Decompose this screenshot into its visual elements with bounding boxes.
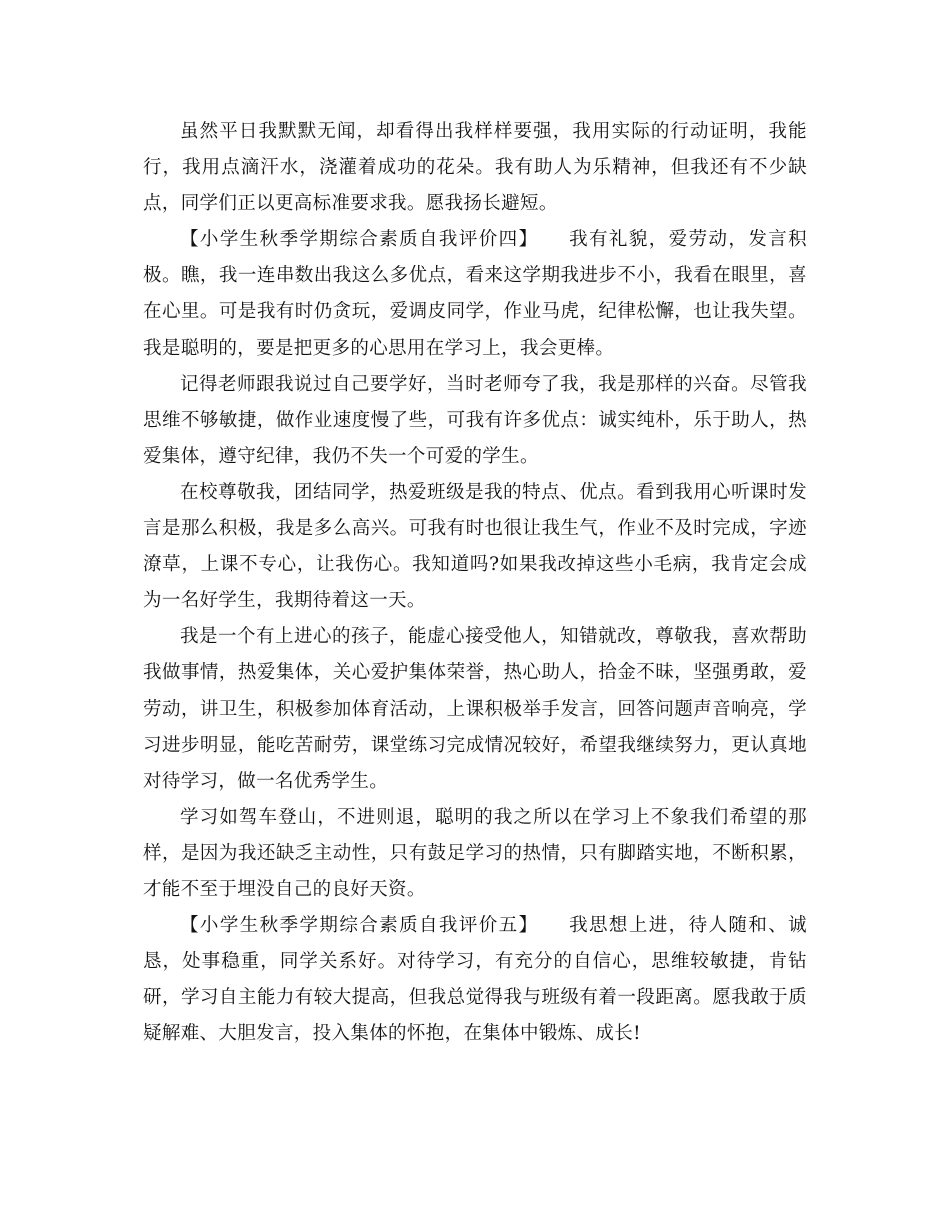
paragraph-7-evaluation-five: 【小学生秋季学期综合素质自我评价五】 我思想上进，待人随和、诚恳，处事稳重，同学关系好。对待学习，有充分的自信心，思维较敏捷，肯钻研，学习自主能力有较大提高，但我总觉得我与班级有着一段距离。愿我敢于质疑解难、大胆发言，投入集体的怀抱，在集体中锻炼、成长! [143, 915, 807, 1045]
document-body [143, 114, 807, 1052]
paragraph-5: 我是一个有上进心的孩子，能虚心接受他人，知错就改，尊敬我，喜欢帮助我做事情，热爱集体，关心爱护集体荣誉，热心助人，拾金不昧，坚强勇敢，爱劳动，讲卫生，积极参加体育活动，上课积极举手发言，回答问题声音响亮，学习进步明显，能吃苦耐劳，课堂练习完成情况较好，希望我继续努力，更认真地对待学习，做一名优秀学生。 [143, 626, 807, 792]
paragraph-3: 记得老师跟我说过自己要学好，当时老师夸了我，我是那样的兴奋。尽管我思维不够敏捷，做作业速度慢了些，可我有许多优点：诚实纯朴，乐于助人，热爱集体，遵守纪律，我仍不失一个可爱的学生。 [143, 373, 807, 467]
paragraph-6: 学习如驾车登山，不进则退，聪明的我之所以在学习上不象我们希望的那样，是因为我还缺乏主动性，只有鼓足学习的热情，只有脚踏实地，不断积累，才能不至于埋没自己的良好天资。 [143, 806, 807, 900]
paragraph-1: 虽然平日我默默无闻，却看得出我样样要强，我用实际的行动证明，我能行，我用点滴汗水，浇灌着成功的花朵。我有助人为乐精神，但我还有不少缺点，同学们正以更高标准要求我。愿我扬长避短。 [143, 121, 807, 215]
paragraph-2-evaluation-four: 【小学生秋季学期综合素质自我评价四】 我有礼貌，爱劳动，发言积极。瞧，我一连串数出我这么多优点，看来这学期我进步不小，我看在眼里，喜在心里。可是我有时仍贪玩，爱调皮同学，作业马虎，纪律松懈，也让我失望。我是聪明的，要是把更多的心思用在学习上，我会更棒。 [143, 229, 807, 359]
paragraph-4: 在校尊敬我，团结同学，热爱班级是我的特点、优点。看到我用心听课时发言是那么积极，我是多么高兴。可我有时也很让我生气，作业不及时完成，字迹潦草，上课不专心，让我伤心。我知道吗?如果我改掉这些小毛病，我肯定会成为一名好学生，我期待着这一天。 [143, 481, 807, 612]
